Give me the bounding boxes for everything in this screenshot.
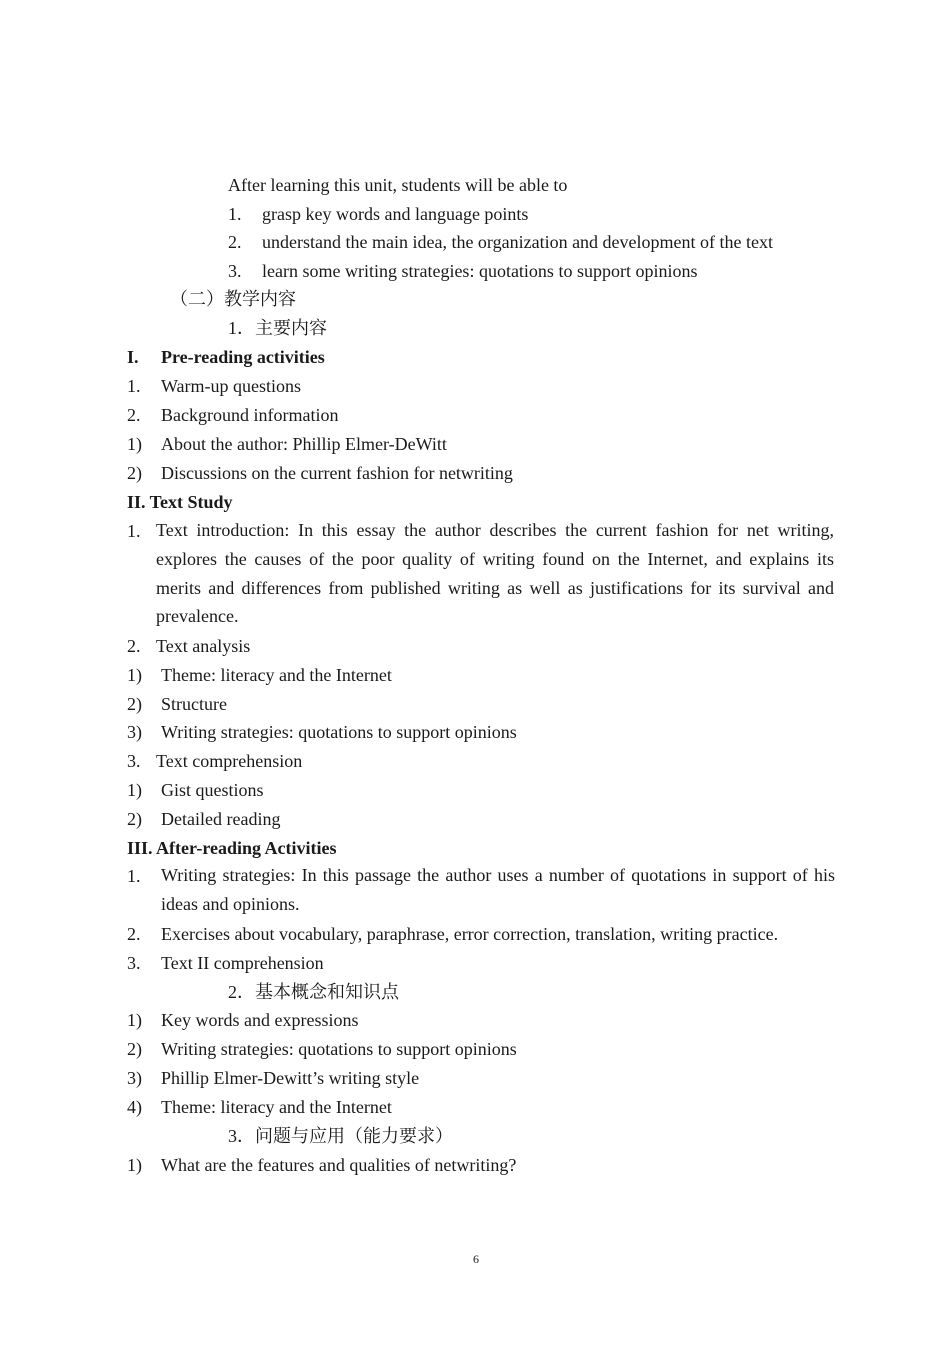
list-number: 2. bbox=[127, 636, 141, 656]
list-item: Structure bbox=[161, 694, 227, 714]
list-item: Discussions on the current fashion for netwriting bbox=[161, 463, 513, 483]
list-number: 4) bbox=[127, 1097, 142, 1117]
list-number: 1) bbox=[127, 1010, 142, 1030]
list-item: Key words and expressions bbox=[161, 1010, 359, 1030]
list-item: Writing strategies: quotations to support opinions bbox=[161, 722, 517, 742]
list-number: 2) bbox=[127, 1039, 142, 1059]
objective-item bbox=[228, 231, 242, 253]
list-number: 2. bbox=[228, 232, 242, 252]
subsection-heading: 1．主要内容 bbox=[228, 318, 327, 338]
objective-text: grasp key words and language points bbox=[262, 204, 529, 224]
list-item: Text comprehension bbox=[156, 751, 303, 771]
list-item: Theme: literacy and the Internet bbox=[161, 1097, 392, 1117]
list-number: 2. bbox=[127, 924, 141, 944]
list-number: 3. bbox=[127, 751, 141, 771]
page-number: 6 bbox=[473, 1252, 479, 1266]
objectives-intro: After learning this unit, students will be able to bbox=[228, 175, 568, 195]
list-item: Background information bbox=[161, 405, 339, 425]
objective-text: learn some writing strategies: quotations to support opinions bbox=[262, 261, 698, 281]
writing-strategies-paragraph: Writing strategies: In this passage the author uses a number of quotations in support of his ideas and opinions. bbox=[161, 865, 835, 914]
list-item: Exercises about vocabulary, paraphrase, error correction, translation, writing practice. bbox=[161, 924, 779, 944]
part-title: II. Text Study bbox=[127, 492, 233, 512]
list-number: 3) bbox=[127, 722, 142, 742]
part-number: I. bbox=[127, 347, 139, 367]
list-number: 1. bbox=[127, 866, 141, 886]
list-number: 1. bbox=[127, 521, 141, 541]
list-number: 1) bbox=[127, 780, 142, 800]
list-item: Text analysis bbox=[156, 636, 251, 656]
list-number: 1. bbox=[228, 204, 242, 224]
list-item: About the author: Phillip Elmer-DeWitt bbox=[161, 434, 447, 454]
list-item: Text II comprehension bbox=[161, 953, 324, 973]
objective-item bbox=[228, 203, 242, 225]
part-title: Pre-reading activities bbox=[161, 347, 325, 367]
list-number: 2) bbox=[127, 694, 142, 714]
list-item: Detailed reading bbox=[161, 809, 281, 829]
list-number: 1. bbox=[127, 376, 141, 396]
list-item: Warm-up questions bbox=[161, 376, 302, 396]
subsection-heading: 2．基本概念和知识点 bbox=[228, 982, 399, 1002]
part-title: III. After-reading Activities bbox=[127, 838, 337, 858]
list-number: 2. bbox=[127, 405, 141, 425]
list-item: What are the features and qualities of netwriting? bbox=[161, 1155, 517, 1175]
section-heading: （二）教学内容 bbox=[170, 289, 296, 309]
text-introduction-paragraph: Text introduction: In this essay the author describes the current fashion for net writing, explores the causes of the poor quality of writing found on the Internet, and explains its merits and differences from published writing as well as justifications for its survival and prevalence. bbox=[156, 520, 834, 627]
subsection-heading: 3．问题与应用（能力要求） bbox=[228, 1126, 453, 1146]
list-number: 1) bbox=[127, 1155, 142, 1175]
list-number: 3) bbox=[127, 1068, 142, 1088]
objective-text: understand the main idea, the organization and development of the text bbox=[262, 232, 774, 252]
list-item: Phillip Elmer-Dewitt’s writing style bbox=[161, 1068, 420, 1088]
objective-item bbox=[228, 260, 242, 282]
list-number: 2) bbox=[127, 463, 142, 483]
list-number: 3. bbox=[127, 953, 141, 973]
list-item: Writing strategies: quotations to support opinions bbox=[161, 1039, 517, 1059]
list-number: 2) bbox=[127, 809, 142, 829]
list-number: 1) bbox=[127, 434, 142, 454]
list-item: Gist questions bbox=[161, 780, 264, 800]
list-item: Theme: literacy and the Internet bbox=[161, 665, 392, 685]
list-number: 3. bbox=[228, 261, 242, 281]
list-number: 1) bbox=[127, 665, 142, 685]
